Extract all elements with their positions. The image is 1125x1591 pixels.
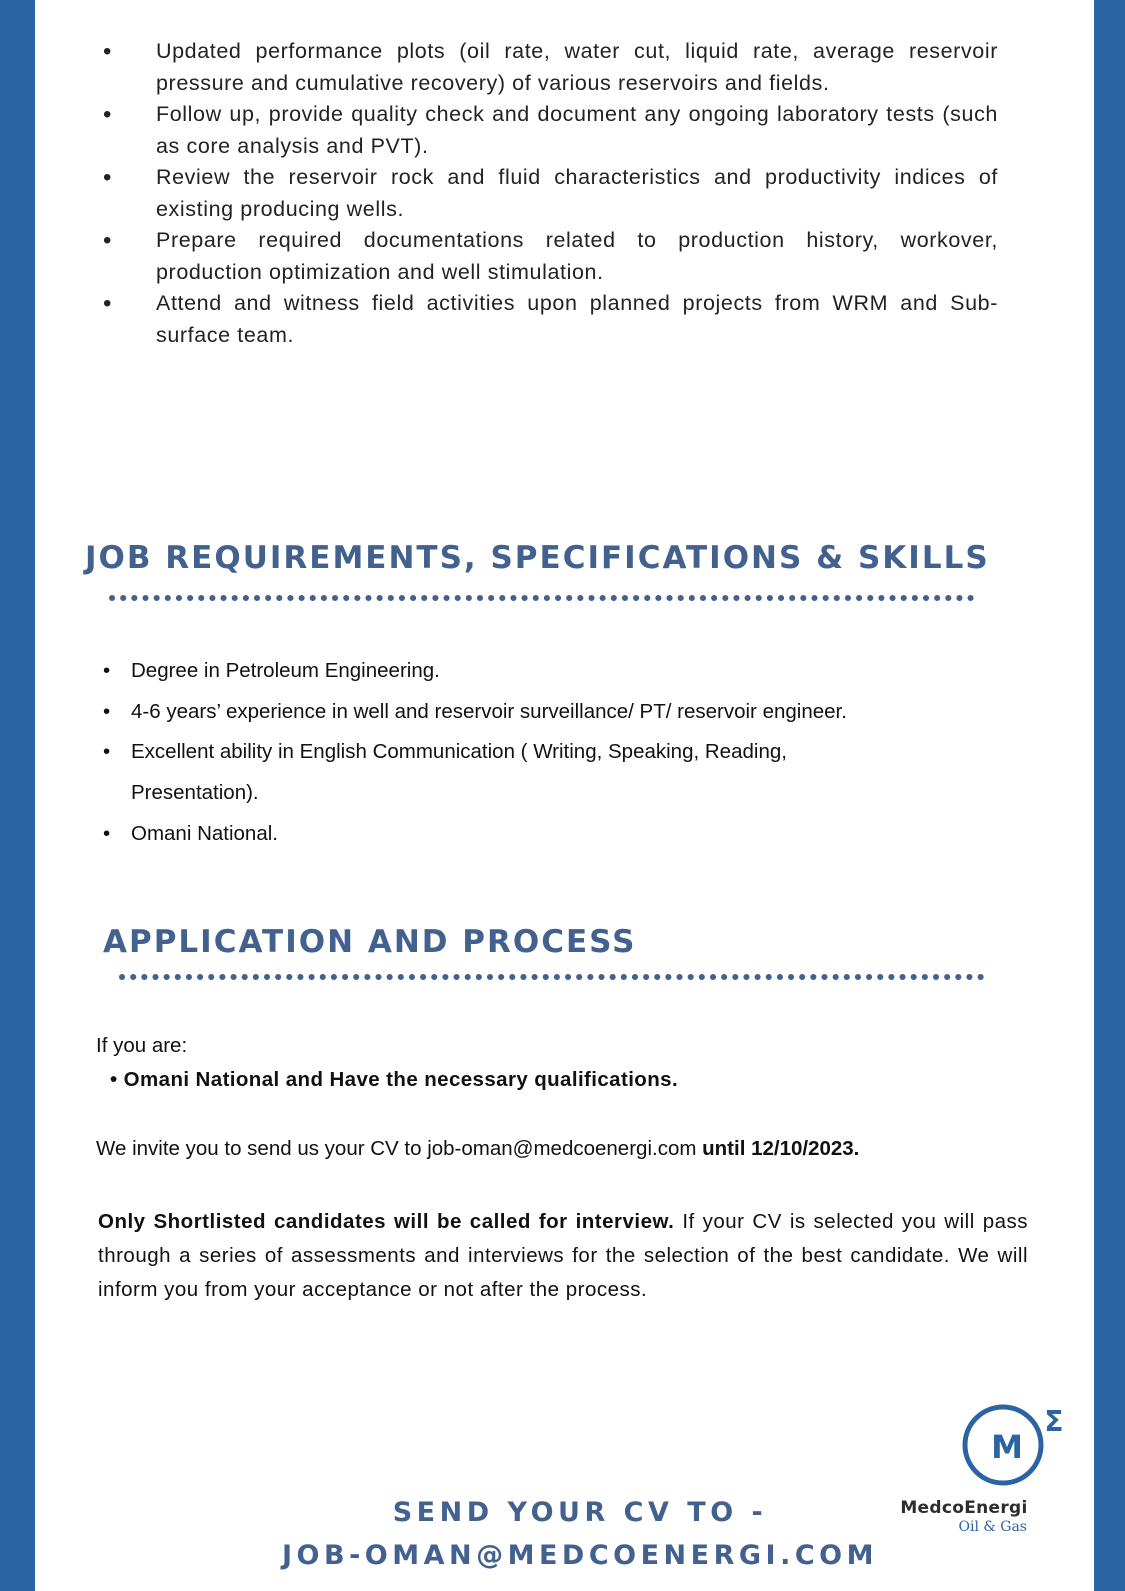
list-item: • Follow up, provide quality check and document any ongoing laboratory tests (such as core analysis and PVT).: [103, 99, 998, 162]
logo-subtitle: Oil & Gas: [958, 1519, 1027, 1535]
footer-send-cv: SEND YOUR CV TO -: [392, 1497, 768, 1528]
invite-text: We invite you to send us your CV to job-oman@medcoenergi.com: [96, 1137, 703, 1160]
logo-sigma: Σ: [1044, 1405, 1064, 1438]
left-border-bar: [0, 0, 35, 1591]
intro-text: If you are:: [96, 1034, 188, 1057]
logo-company-name: MedcoEnergi: [900, 1498, 1028, 1518]
condition-text: • Omani National and Have the necessary qualifications.: [110, 1068, 679, 1091]
list-item: • Degree in Petroleum Engineering.: [103, 651, 1003, 692]
footer-email: JOB-OMAN@MEDCOENERGI.COM: [282, 1540, 878, 1571]
logo-mark-icon: [889, 1404, 1069, 1496]
list-item: • Attend and witness field activities upon planned projects from WRM and Sub-surface team.: [103, 288, 998, 351]
list-item: • Omani National.: [103, 814, 1003, 855]
company-logo: [889, 1404, 1069, 1544]
shortlist-bold-text: Only Shortlisted candidates will be called for interview.: [98, 1210, 675, 1233]
list-item: • 4-6 years’ experience in well and reservoir surveillance/ PT/ reservoir engineer.: [103, 692, 1003, 733]
logo-letter: M: [991, 1428, 1023, 1466]
requirements-list: [103, 651, 1003, 855]
application-heading: APPLICATION AND PROCESS: [103, 924, 637, 960]
list-item: • Excellent ability in English Communication ( Writing, Speaking, Reading, Presentation).: [103, 732, 911, 813]
deadline-text: until 12/10/2023.: [702, 1137, 860, 1160]
right-border-bar: [1094, 0, 1125, 1591]
dotted-divider: [118, 973, 988, 981]
shortlist-paragraph: [98, 1205, 1028, 1307]
list-item: • Updated performance plots (oil rate, water cut, liquid rate, average reservoir pressure and cumulative recovery) of various reservoirs and fields.: [103, 36, 998, 99]
list-item: • Review the reservoir rock and fluid characteristics and productivity indices of existing producing wells.: [103, 162, 998, 225]
shortlist-text: If your CV is selected you will pass through a series of assessments and interviews for the selection of the best candidate. We will inform you from your acceptance or not after the process.: [98, 1210, 1029, 1301]
list-item: • Prepare required documentations related to production history, workover, production optimization and well stimulation.: [103, 225, 998, 288]
dotted-divider: [108, 594, 978, 602]
invite-paragraph: [96, 1137, 859, 1161]
responsibilities-list: [103, 36, 998, 351]
logo-text: [889, 1498, 1039, 1535]
requirements-heading: JOB REQUIREMENTS, SPECIFICATIONS & SKILLS: [85, 540, 990, 576]
